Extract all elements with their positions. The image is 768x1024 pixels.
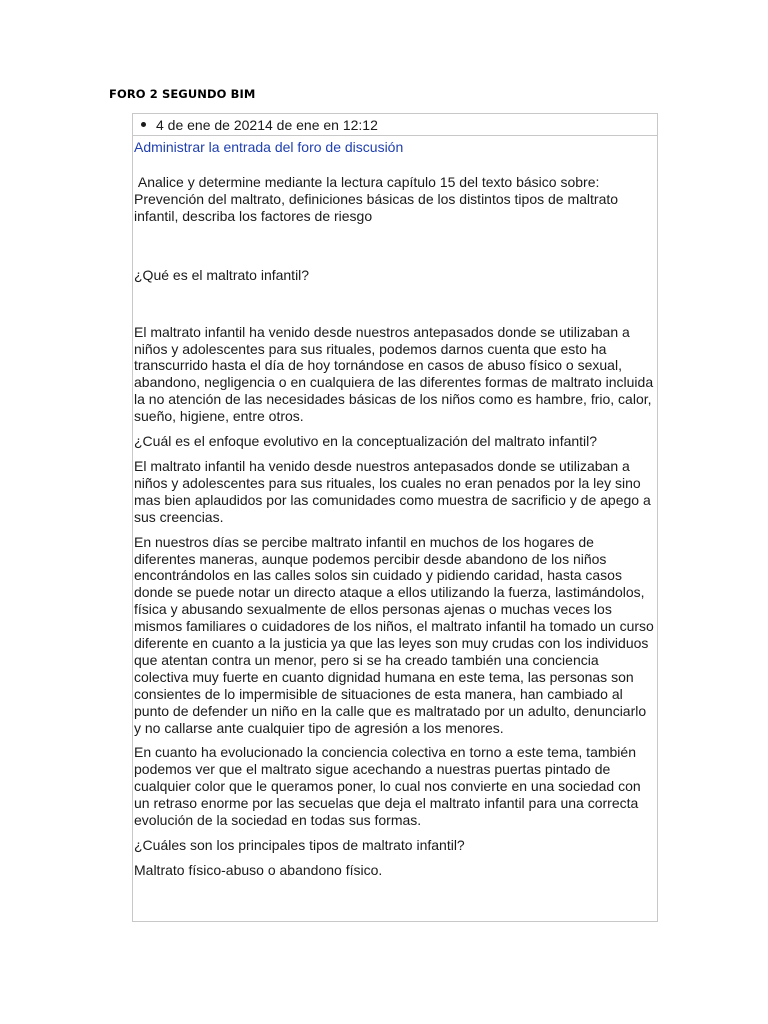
question-main-types: ¿Cuáles son los principales tipos de maltrato infantil? bbox=[134, 837, 465, 853]
question-evolutionary-approach: ¿Cuál es el enfoque evolutivo en la conceptualización del maltrato infantil? bbox=[134, 433, 598, 450]
manage-forum-entry-link[interactable]: Administrar la entrada del foro de discusión bbox=[134, 139, 404, 155]
post-header bbox=[133, 114, 657, 136]
answer-paragraph: En nuestros días se percibe maltrato infantil en muchos de los hogares de diferentes maneras, aunque podemos percibir desde abandono de los niños encontrándolos en las calles solos sin cuidado y pidiendo caridad, hasta casos donde se puede notar un directo ataque a ellos utilizando la fuerza, lastimándolos, física y abusando sexualmente de ellos personas ajenas o muchas veces los mismos familiares o cuidadores de los niños, el maltrato infantil ha tomado un curso diferente en cuanto a la justicia ya que las leyes son muy crudas con los individuos que atentan contra un menor, pero si se ha creado también una conciencia colectiva muy fuerte en cuanto dignidad humana en este tema, las personas son consientes de lo impermisible de situaciones de esta manera, han cambiado al punto de defender un niño en la calle que es maltratado por un adulto, denunciarlo y no callarse ante cualquier tipo de agresión a los menores. bbox=[134, 533, 654, 736]
forum-post bbox=[132, 113, 658, 922]
post-body bbox=[133, 139, 657, 879]
answer-paragraph: El maltrato infantil ha venido desde nuestros antepasados donde se utilizaban a niños y adolescentes para sus rituales, los cuales no eran penados por la ley sino mas bien aplaudidos por las comunidades como muestra de sacrificio y de apego a sus creencias. bbox=[134, 457, 651, 525]
post-date: 4 de ene de 20214 de ene en 12:12 bbox=[156, 116, 378, 133]
bullet-icon bbox=[141, 122, 146, 127]
answer-paragraph: Maltrato físico-abuso o abandono físico. bbox=[134, 861, 383, 878]
answer-paragraph: El maltrato infantil ha venido desde nuestros antepasados donde se utilizaban a niños y adolescentes para sus rituales, podemos darnos cuenta que esto ha transcurrido hasta el día de hoy tornándose en casos de abuso físico o sexual, abandono, negligencia o en cualquiera de las diferentes formas de maltrato incluida la no atención de las necesidades básicas de los niños como es hambre, frio, calor, sueño, higiene, entre otros. bbox=[134, 323, 654, 425]
document-title: FORO 2 SEGUNDO BIM bbox=[109, 87, 256, 101]
answer-paragraph: En cuanto ha evolucionado la conciencia colectiva en torno a este tema, también podemos ver que el maltrato sigue acechando a nuestras puertas pintado de cualquier color que le queramos poner, lo cual nos convierte en una sociedad con un retraso enorme por las secuelas que deja el maltrato infantil para una correcta evolución de la sociedad en todas sus formas. bbox=[134, 744, 641, 829]
question-what-is-child-abuse: ¿Qué es el maltrato infantil? bbox=[134, 266, 310, 283]
assignment-prompt: Analice y determine mediante la lectura capítulo 15 del texto básico sobre: Prevención del maltrato, definiciones básicas de los distintos tipos de maltrato infantil, describa los factores de riesgo bbox=[134, 174, 622, 224]
